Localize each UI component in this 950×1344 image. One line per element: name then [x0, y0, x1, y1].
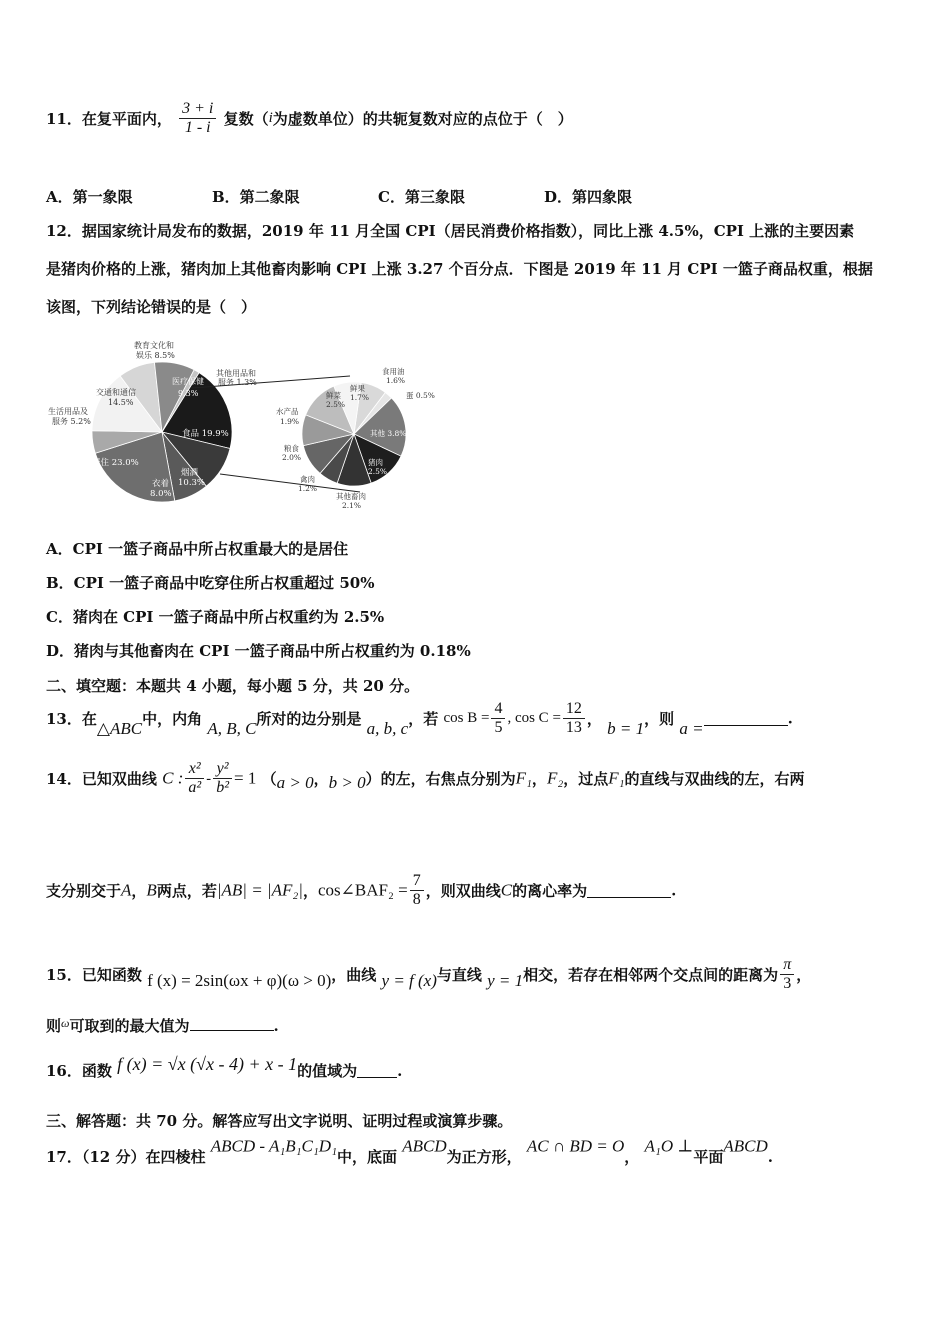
label-othermeat-1: 其他畜肉 — [336, 492, 366, 501]
q11-option-c[interactable]: C．第三象限 — [378, 188, 465, 206]
q16-stem: 16．函数 f (x) = √x (√x - 4) + x - 1的值域为 . — [46, 1054, 403, 1080]
label-clothing-1: 衣着 — [152, 479, 170, 489]
q14-line1: 14．已知双曲线 C : $\frac{\text{x²}}{\text{a²}}$ - $\frac{\text{y²}}{\text{b²}}$ = 1 （a > 0，b > 0）的左，右焦点分别为F₁，F₂，过点F₁的直线与双曲线的左，右两 — [46, 760, 805, 796]
q12-option-c[interactable]: C．猪肉在 CPI 一篮子商品中所占权重约为 2.5% — [46, 608, 385, 626]
label-pork-1: 猪肉 — [368, 458, 383, 467]
label-pork-2: 2.5% — [368, 467, 388, 476]
label-transport-1: 交通和通信 — [96, 388, 136, 397]
label-oil-1: 食用油 — [382, 367, 405, 376]
label-fruit-2: 1.7% — [350, 393, 370, 402]
label-poultry-1: 禽肉 — [300, 475, 315, 484]
label-veg-1: 鲜菜 — [326, 391, 341, 400]
label-medical-2: 9.3% — [178, 389, 199, 398]
label-othermeat-2: 2.1% — [342, 501, 362, 510]
q15-answer-blank[interactable] — [190, 1016, 274, 1031]
label-poultry-2: 1.2% — [298, 484, 318, 493]
q13-stem: 13．在△ABC中，内角 A, B, C所对的边分别是 a, b, c，若 cos B = $\frac{4}{5}$ , cos C = $\frac{12}{13}$ ， b = 1，则 a = . — [46, 700, 793, 738]
q16-answer-blank[interactable] — [357, 1063, 397, 1078]
section3-heading: 三、解答题：共 70 分。解答应写出文字说明、证明过程或演算步骤。 — [46, 1112, 513, 1130]
q13-answer-blank[interactable] — [704, 711, 788, 726]
label-egg: 蛋 0.5% — [406, 391, 435, 400]
q14-answer-blank[interactable] — [587, 883, 671, 898]
label-other-1: 其他用品和 — [216, 369, 256, 378]
q11-options — [46, 186, 710, 207]
q11-fraction: $\frac{3 + i}{1 - i}$ — [179, 100, 216, 137]
q14-fraction-cos: $\frac{7}{8}$ — [410, 872, 424, 909]
label-small-other: 其他 3.8% — [370, 429, 407, 438]
label-fruit-1: 鲜果 — [350, 384, 365, 393]
q11-option-a[interactable]: A．第一象限 — [46, 188, 133, 206]
label-aquatic-1: 水产品 — [276, 407, 299, 416]
q15-fraction-pi: $\frac{\pi}{3}$ — [780, 956, 794, 993]
q12-line3: 该图，下列结论错误的是（ ） — [46, 298, 257, 316]
q11-option-b[interactable]: B．第二象限 — [212, 188, 300, 206]
label-housing: 居住 23.0% — [92, 458, 139, 468]
q15-line1: 15．已知函数 f (x) = 2sin(ωx + φ)(ω > 0)，曲线 y = f (x)与直线 y = 1相交，若存在相邻两个交点间的距离为 $\frac{\pi}{3}$ ， — [46, 956, 812, 992]
q14-line2: 支分别交于A，B两点，若|AB| = |AF₂|，cos∠BAF₂ = $\frac{7}{8}$ ，则双曲线C的离心率为 . — [46, 872, 677, 908]
label-education-1: 教育文化和 — [134, 341, 174, 350]
q11-stem: 11．在复平面内， $\frac{3 + i}{1 - i}$ 复数（i为虚数单位）的共轭复数对应的点位于（ ） — [46, 100, 573, 136]
q12-option-d[interactable]: D．猪肉与其他畜肉在 CPI 一篮子商品中所占权重约为 0.18% — [46, 642, 471, 660]
label-oil-2: 1.6% — [386, 376, 406, 385]
q11-option-d[interactable]: D．第四象限 — [544, 188, 633, 206]
q15-line2: 则$^\omega$可取到的最大值为 . — [46, 1016, 279, 1035]
q12-option-a[interactable]: A．CPI 一篮子商品中所占权重最大的是居住 — [46, 540, 349, 558]
cpi-pie-chart — [44, 332, 464, 522]
label-other-2: 服务 1.3% — [218, 378, 257, 387]
q13-fraction-cosb: $\frac{4}{5}$ — [491, 700, 505, 737]
label-food: 食品 19.9% — [182, 429, 229, 439]
q12-line2: 是猪肉价格的上涨，猪肉加上其他畜肉影响 CPI 上涨 3.27 个百分点．下图是 2019 年 11 月 CPI 一篮子商品权重，根据 — [46, 260, 873, 278]
q12-option-b[interactable]: B．CPI 一篮子商品中吃穿住所占权重超过 50% — [46, 574, 375, 592]
label-veg-2: 2.5% — [326, 400, 346, 409]
label-grain-2: 2.0% — [282, 453, 302, 462]
q14-fraction-y: $\frac{\text{y²}}{\text{b²}}$ — [213, 760, 232, 797]
q14-fraction-x: $\frac{\text{x²}}{\text{a²}}$ — [185, 760, 204, 797]
label-aquatic-2: 1.9% — [280, 417, 300, 426]
label-grain-1: 粮食 — [284, 444, 299, 453]
section2-heading: 二、填空题：本题共 4 小题，每小题 5 分，共 20 分。 — [46, 677, 420, 695]
label-medical-1: 医疗保健 — [172, 377, 204, 386]
q12-line1: 12．据国家统计局发布的数据，2019 年 11 月全国 CPI（居民消费价格指数），同比上涨 4.5%，CPI 上涨的主要因素 — [46, 222, 855, 240]
q17-stem: 17．（12 分）在四棱柱 ABCD - A₁B₁C₁D₁中，底面 ABCD为正方形， AC ∩ BD = O， A₁O ⊥平面ABCD. — [46, 1136, 773, 1166]
label-household-2: 服务 5.2% — [52, 417, 91, 426]
label-education-2: 娱乐 8.5% — [136, 351, 175, 360]
label-transport-2: 14.5% — [108, 398, 134, 407]
label-clothing-2: 8.0% — [150, 489, 172, 499]
q13-fraction-cosc: $\frac{12}{13}$ — [563, 700, 585, 737]
label-tobacco-2: 10.3% — [178, 478, 206, 488]
label-household-1: 生活用品及 — [48, 407, 88, 416]
label-tobacco-1: 烟酒 — [181, 468, 199, 478]
